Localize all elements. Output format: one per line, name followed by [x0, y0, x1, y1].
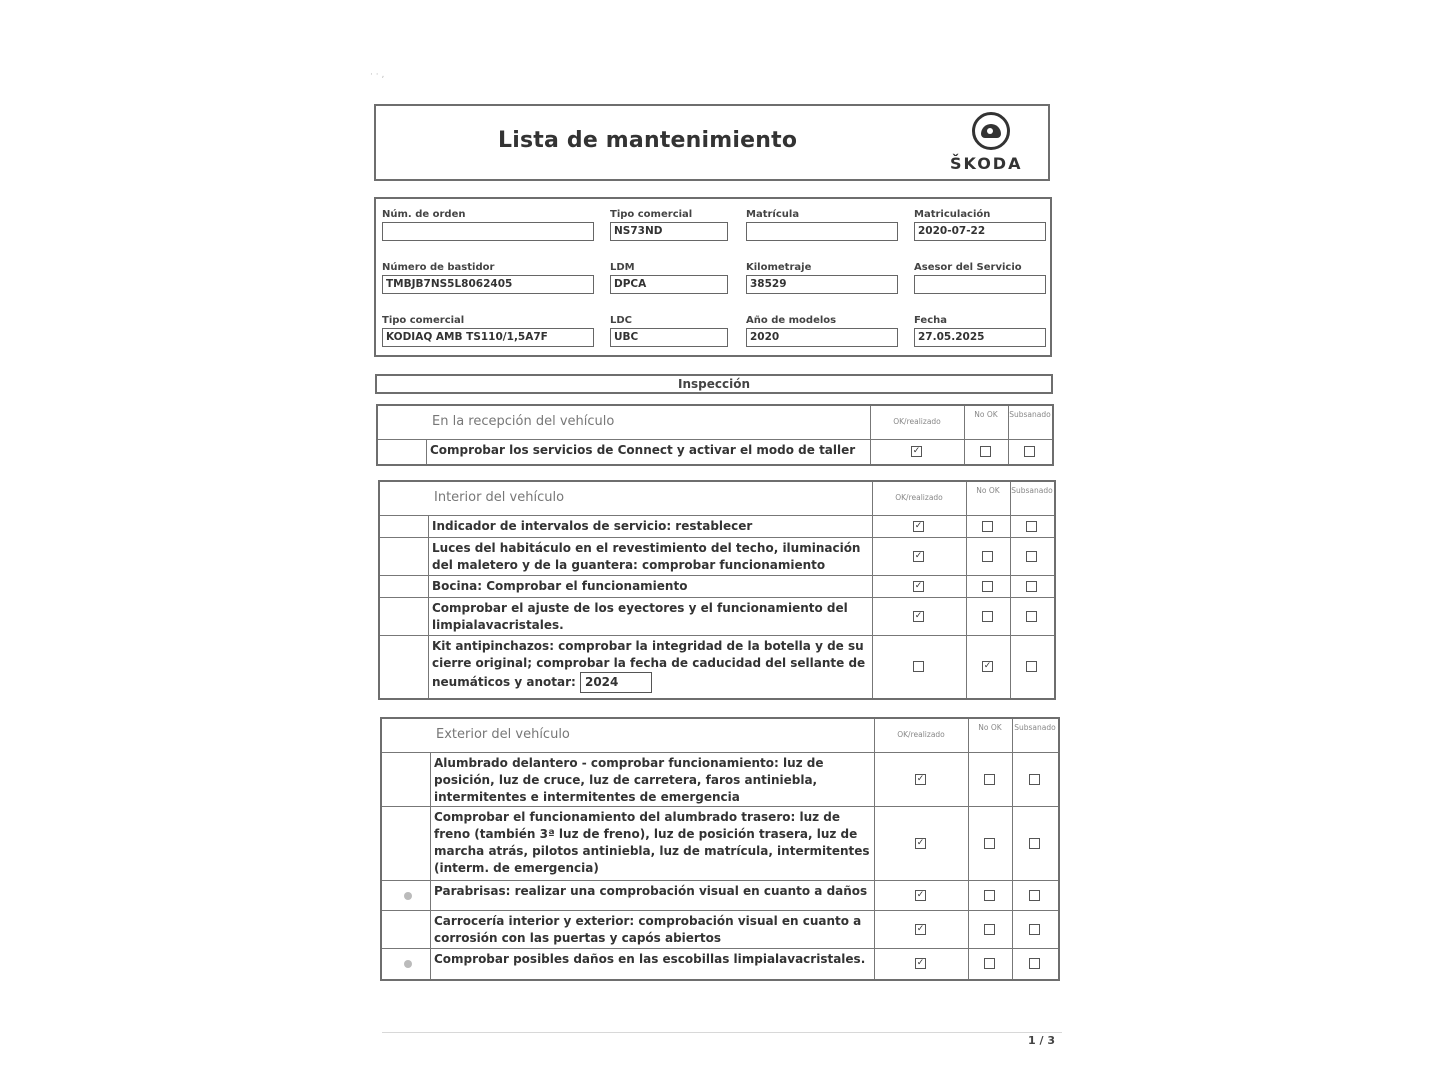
column-divider [966, 598, 967, 635]
info-field-value [382, 222, 594, 241]
not-ok-checkbox[interactable] [982, 581, 993, 592]
checklist-row [382, 881, 1058, 911]
checklist-row [378, 440, 1052, 464]
checklist-item-text [432, 540, 868, 574]
ok-checkbox[interactable] [913, 661, 924, 672]
bullet-marker-icon [404, 892, 412, 900]
column-divider [964, 440, 965, 464]
column-divider [870, 406, 871, 439]
info-field-value: UBC [610, 328, 728, 347]
checklist-item-label: Luces del habitáculo en el revestimiento del techo, iluminación del maletero y de la guantera: comprobar funcionamiento [432, 541, 861, 572]
info-field-label: Tipo comercial [610, 209, 693, 220]
checklist-item-label: Comprobar posibles daños en las escobillas limpialavacristales. [434, 952, 866, 966]
info-field-value: DPCA [610, 275, 728, 294]
info-field-label: Año de modelos [746, 315, 837, 326]
page-number: 1 / 3 [1028, 1034, 1055, 1047]
vehicle-info-box [374, 197, 1052, 357]
not-ok-checkbox[interactable] [982, 551, 993, 562]
column-divider [874, 949, 875, 979]
column-divider [966, 538, 967, 575]
checklist-row [382, 753, 1058, 807]
info-field-label: Número de bastidor [382, 262, 495, 273]
fixed-checkbox[interactable] [1026, 551, 1037, 562]
column-divider [872, 538, 873, 575]
info-field-value: 27.05.2025 [914, 328, 1046, 347]
info-field [746, 315, 898, 347]
info-field-label: LDC [610, 315, 633, 326]
ok-checkbox[interactable]: ✓ [916, 924, 925, 934]
column-divider [968, 881, 969, 910]
not-ok-checkbox[interactable] [982, 521, 993, 532]
checklist-item-text [432, 578, 868, 595]
info-field-value: 38529 [746, 275, 898, 294]
col-ok-label: OK/realizado [895, 493, 943, 502]
not-ok-checkbox[interactable]: ✓ [983, 661, 992, 671]
column-divider [968, 911, 969, 948]
inspection-section [376, 404, 1054, 466]
fixed-checkbox[interactable] [1026, 611, 1037, 622]
column-divider [874, 807, 875, 880]
checklist-item-label: Indicador de intervalos de servicio: restablecer [432, 519, 753, 533]
column-divider [1010, 538, 1011, 575]
column-divider [1012, 719, 1013, 752]
section-title: En la recepción del vehículo [432, 414, 615, 429]
column-divider [1010, 598, 1011, 635]
column-divider [430, 949, 431, 979]
column-divider [964, 406, 965, 439]
checklist-row [380, 636, 1054, 698]
column-divider [1008, 406, 1009, 439]
checklist-item-text [432, 600, 868, 634]
checklist-item-text [432, 638, 868, 693]
section-header [378, 406, 1052, 440]
column-divider [968, 949, 969, 979]
checklist-row [380, 516, 1054, 538]
info-field-label: Núm. de orden [382, 209, 466, 220]
not-ok-checkbox[interactable] [984, 774, 995, 785]
footer-divider [382, 1032, 1062, 1033]
column-divider [430, 753, 431, 806]
info-field-label: Matriculación [914, 209, 991, 220]
info-field [610, 262, 728, 294]
column-divider [968, 807, 969, 880]
fixed-checkbox[interactable] [1029, 838, 1040, 849]
info-field-label: Asesor del Servicio [914, 262, 1022, 273]
info-field [382, 209, 594, 241]
checklist-row [380, 538, 1054, 576]
scan-speckles: · · , [370, 70, 385, 80]
checklist-row [380, 576, 1054, 598]
column-divider [1010, 576, 1011, 597]
ok-checkbox[interactable]: ✓ [914, 611, 923, 621]
section-title: Interior del vehículo [434, 490, 565, 505]
checklist-item-label: Carrocería interior y exterior: comprobación visual en cuanto a corrosión con las puertas y capós abiertos [434, 914, 862, 945]
col-not-ok-label: No OK [978, 723, 1002, 732]
checklist-item-label: Alumbrado delantero - comprobar funcionamiento: luz de posición, luz de cruce, luz de carretera, faros antiniebla, intermitentes e intermitentes de emergencia [434, 756, 824, 804]
column-divider [1008, 440, 1009, 464]
brand-name: ŠKODA [950, 154, 1023, 173]
col-not-ok-label: No OK [976, 486, 1000, 495]
document-header [374, 104, 1050, 181]
column-divider [1010, 482, 1011, 515]
fixed-checkbox[interactable] [1029, 958, 1040, 969]
fixed-checkbox[interactable] [1026, 661, 1037, 672]
col-ok-label: OK/realizado [897, 730, 945, 739]
column-divider [872, 576, 873, 597]
info-field [610, 209, 728, 241]
inspection-section [380, 717, 1060, 981]
not-ok-checkbox[interactable] [982, 611, 993, 622]
checklist-item-text [430, 442, 866, 459]
column-divider [1012, 949, 1013, 979]
checklist-item-label: Comprobar el funcionamiento del alumbrado trasero: luz de freno (también 3ª luz de freno), luz de posición trasera, luz de marcha atrás, pilotos antiniebla, luz de matrícula, intermitentes (interm. de emergencia) [434, 810, 870, 875]
info-field-value: KODIAQ AMB TS110/1,5A7F [382, 328, 594, 347]
column-divider [870, 440, 871, 464]
column-divider [428, 636, 429, 698]
inspection-section [378, 480, 1056, 700]
checklist-item-label: Bocina: Comprobar el funcionamiento [432, 579, 688, 593]
ok-checkbox[interactable]: ✓ [914, 521, 923, 531]
column-divider [966, 482, 967, 515]
column-divider [872, 636, 873, 698]
info-field-value: 2020 [746, 328, 898, 347]
fixed-checkbox[interactable] [1026, 581, 1037, 592]
checklist-row [382, 949, 1058, 979]
info-field-label: Tipo comercial [382, 315, 465, 326]
column-divider [874, 881, 875, 910]
column-divider [1010, 636, 1011, 698]
column-divider [872, 516, 873, 537]
info-field-value [914, 275, 1046, 294]
section-title: Exterior del vehículo [436, 727, 570, 742]
bullet-marker-icon [404, 960, 412, 968]
checklist-item-label: Comprobar el ajuste de los eyectores y el funcionamiento del limpialavacristales. [432, 601, 848, 632]
column-divider [1012, 807, 1013, 880]
info-field-value: NS73ND [610, 222, 728, 241]
ok-checkbox[interactable]: ✓ [916, 958, 925, 968]
column-divider [872, 482, 873, 515]
info-field [610, 315, 728, 347]
not-ok-checkbox[interactable] [980, 446, 991, 457]
column-divider [874, 911, 875, 948]
fixed-checkbox[interactable] [1029, 924, 1040, 935]
section-header [380, 482, 1054, 516]
inspection-title: Inspección [375, 374, 1053, 394]
column-divider [430, 807, 431, 880]
checklist-row [382, 807, 1058, 881]
info-field [914, 315, 1046, 347]
skoda-logo-icon [972, 112, 1010, 150]
sealant-expiry-field[interactable]: 2024 [580, 672, 652, 693]
not-ok-checkbox[interactable] [984, 924, 995, 935]
info-field [914, 209, 1046, 241]
ok-checkbox[interactable]: ✓ [914, 551, 923, 561]
info-field-value: 2020-07-22 [914, 222, 1046, 241]
column-divider [1012, 753, 1013, 806]
info-field-label: Fecha [914, 315, 948, 326]
col-fixed-label: Subsanado [1009, 410, 1051, 419]
info-field-label: Kilometraje [746, 262, 812, 273]
column-divider [1010, 516, 1011, 537]
column-divider [428, 516, 429, 537]
checklist-item-label: Comprobar los servicios de Connect y activar el modo de taller [430, 443, 856, 457]
info-field [382, 262, 594, 294]
column-divider [430, 911, 431, 948]
column-divider [1012, 911, 1013, 948]
fixed-checkbox[interactable] [1029, 890, 1040, 901]
checklist-item-text [432, 518, 868, 535]
checklist-item-text [434, 913, 870, 947]
column-divider [874, 753, 875, 806]
ok-checkbox[interactable]: ✓ [914, 581, 923, 591]
fixed-checkbox[interactable] [1029, 774, 1040, 785]
info-field [746, 262, 898, 294]
fixed-checkbox[interactable] [1026, 521, 1037, 532]
checklist-item-text [434, 951, 870, 968]
info-field-value: TMBJB7NS5L8062405 [382, 275, 594, 294]
checklist-item-label: Kit antipinchazos: comprobar la integridad de la botella y de su cierre original; comprobar la fecha de caducidad del sellante de neumáticos y anotar: [432, 639, 866, 689]
checklist-item-text [434, 883, 870, 900]
column-divider [966, 576, 967, 597]
not-ok-checkbox[interactable] [984, 958, 995, 969]
column-divider [428, 538, 429, 575]
column-divider [966, 636, 967, 698]
column-divider [426, 440, 427, 464]
col-ok-label: OK/realizado [893, 417, 941, 426]
checklist-row [380, 598, 1054, 636]
checklist-row [382, 911, 1058, 949]
info-field-label: Matrícula [746, 209, 800, 220]
page-title: Lista de mantenimiento [498, 128, 798, 153]
info-field-value [746, 222, 898, 241]
column-divider [968, 753, 969, 806]
info-field [746, 209, 898, 241]
column-divider [968, 719, 969, 752]
section-header [382, 719, 1058, 753]
ok-checkbox[interactable]: ✓ [916, 838, 925, 848]
column-divider [1012, 881, 1013, 910]
checklist-item-text [434, 809, 870, 877]
info-field [382, 315, 594, 347]
col-not-ok-label: No OK [974, 410, 998, 419]
column-divider [874, 719, 875, 752]
col-fixed-label: Subsanado [1011, 486, 1053, 495]
column-divider [428, 576, 429, 597]
checklist-item-label: Parabrisas: realizar una comprobación visual en cuanto a daños [434, 884, 868, 898]
info-field-label: LDM [610, 262, 635, 273]
col-fixed-label: Subsanado [1014, 723, 1056, 732]
ok-checkbox[interactable]: ✓ [916, 890, 925, 900]
info-field [914, 262, 1046, 294]
checklist-item-text [434, 755, 870, 806]
fixed-checkbox[interactable] [1024, 446, 1035, 457]
column-divider [872, 598, 873, 635]
column-divider [966, 516, 967, 537]
column-divider [430, 881, 431, 910]
not-ok-checkbox[interactable] [984, 838, 995, 849]
column-divider [428, 598, 429, 635]
ok-checkbox[interactable]: ✓ [916, 774, 925, 784]
not-ok-checkbox[interactable] [984, 890, 995, 901]
ok-checkbox[interactable]: ✓ [912, 446, 921, 456]
